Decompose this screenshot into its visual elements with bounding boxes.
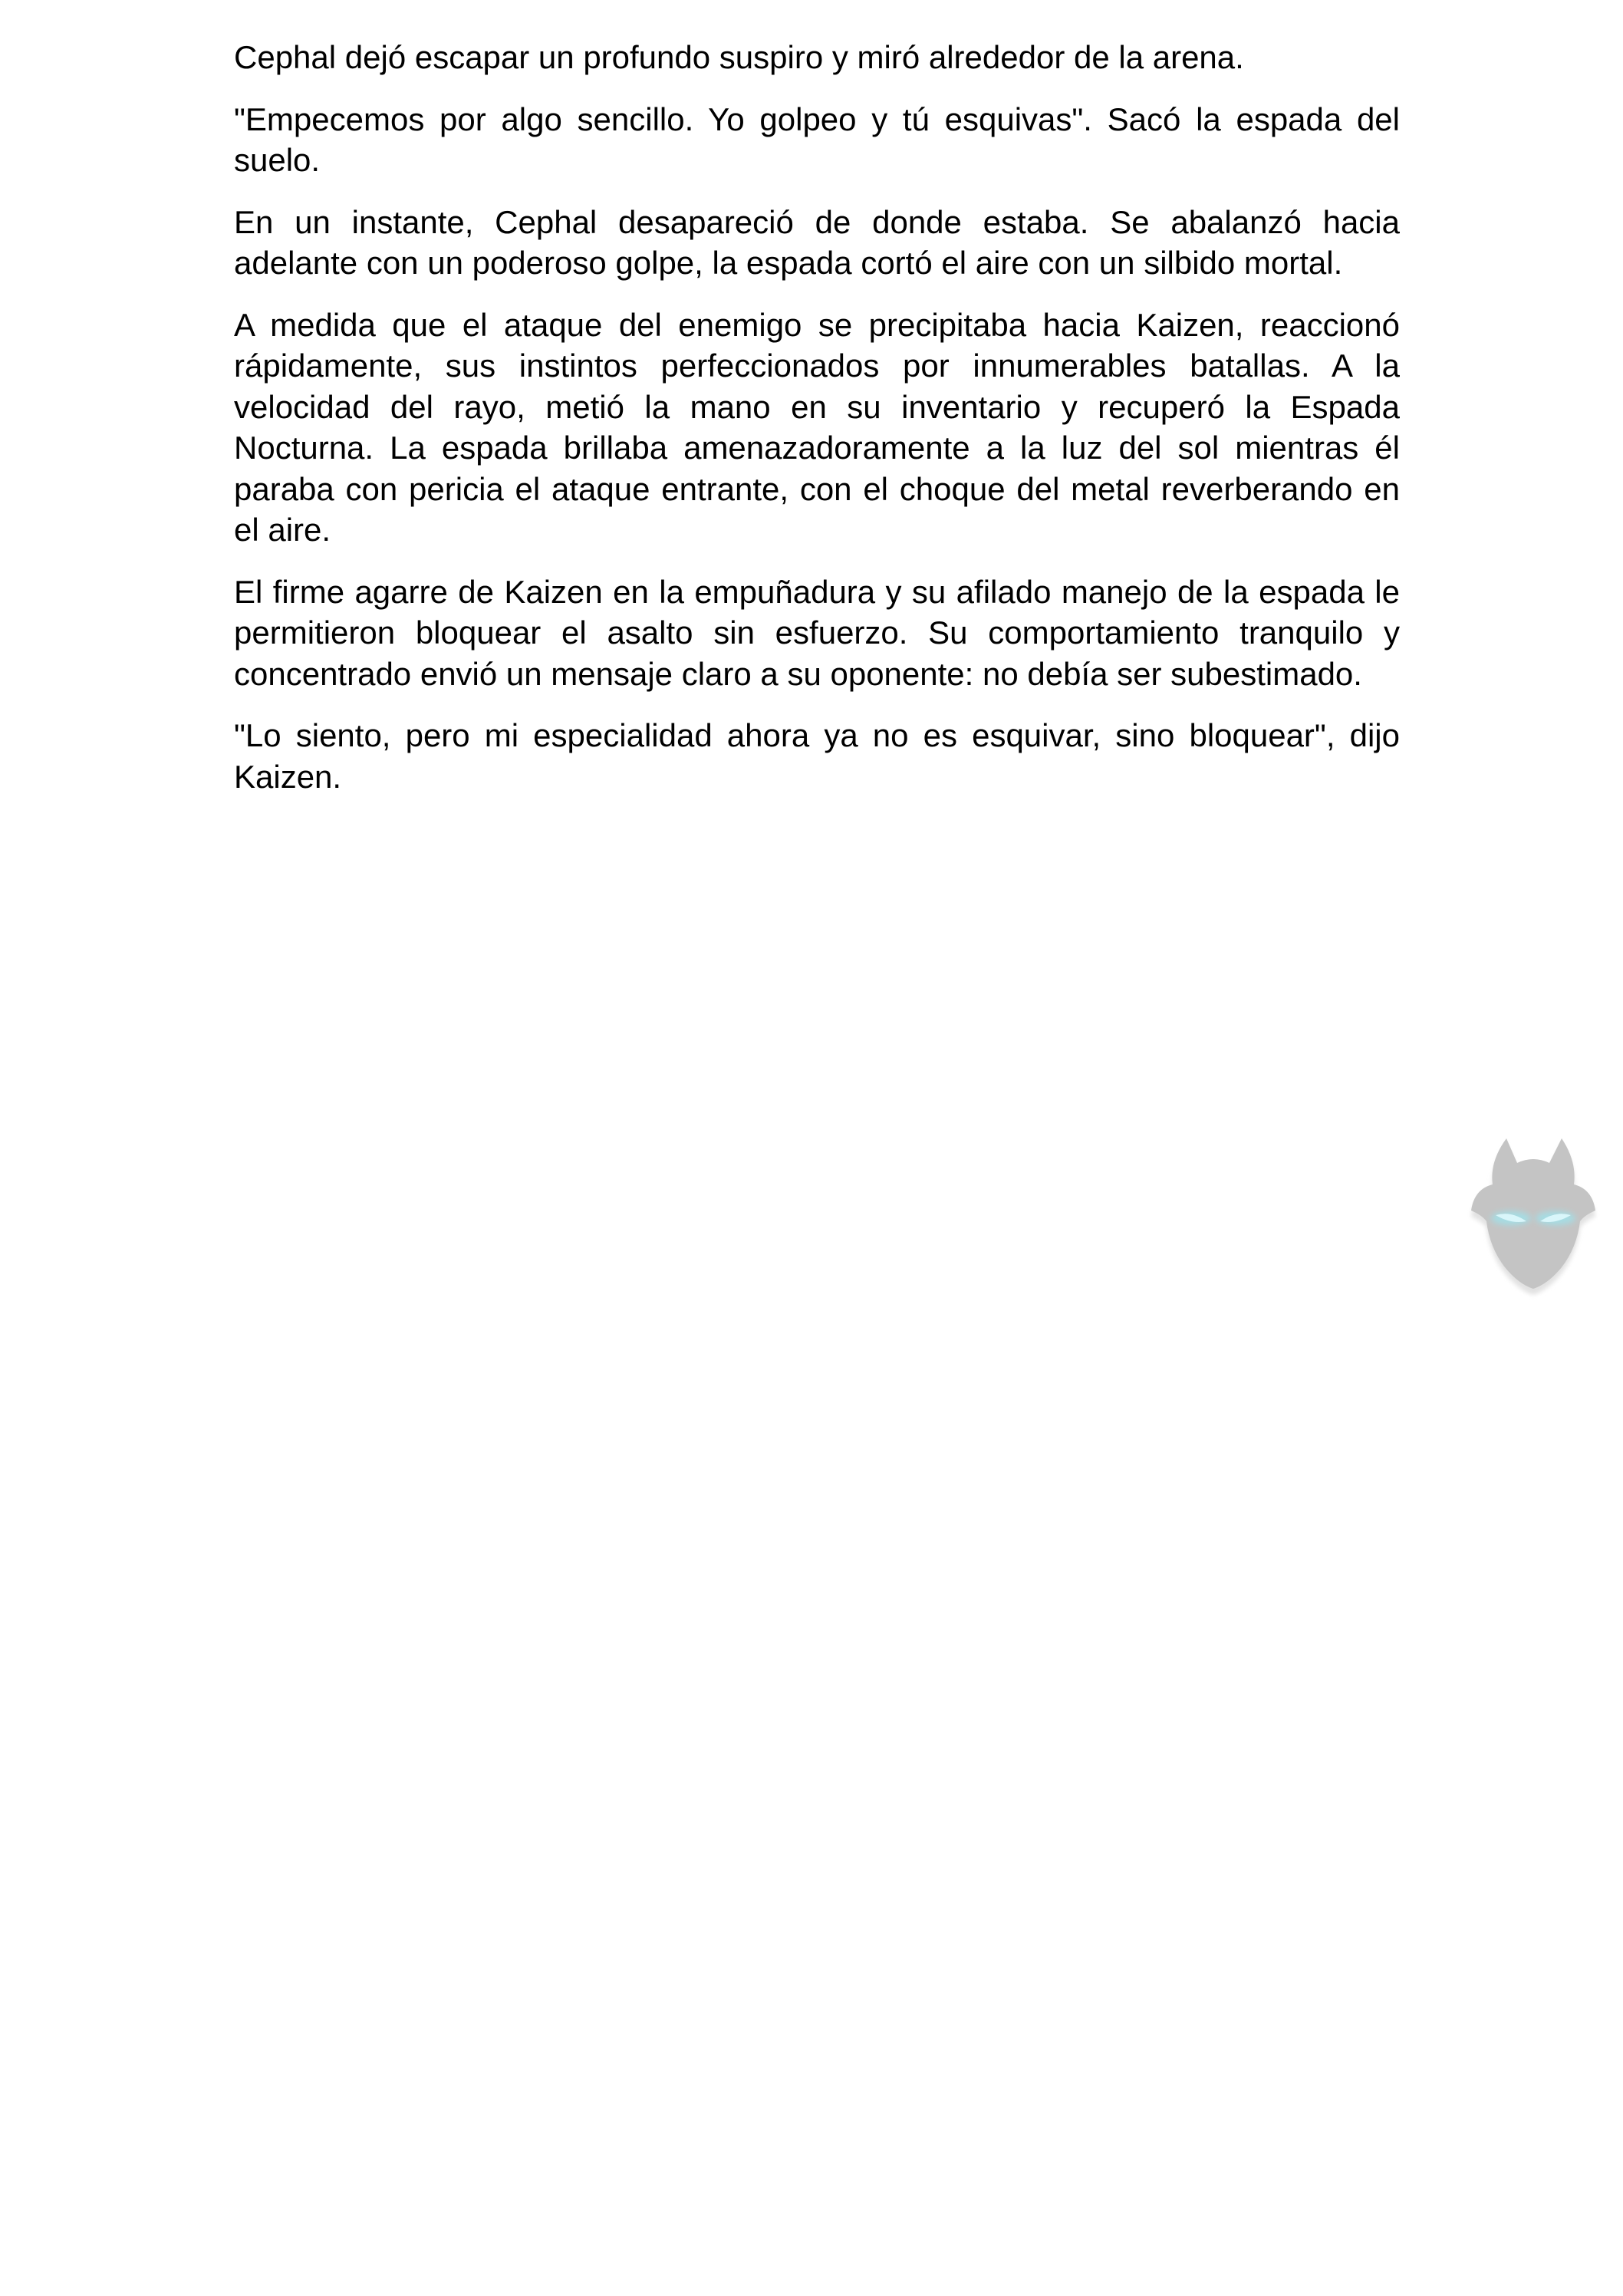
paragraph: En un instante, Cephal desapareció de donde estaba. Se abalanzó hacia adelante con un poderoso golpe, la espada cortó el aire con un silbido mortal. (234, 203, 1400, 281)
demon-head-watermark (1462, 1125, 1605, 1301)
body-text (234, 37, 1400, 818)
paragraph: Cephal dejó escapar un profundo suspiro y miró alrededor de la arena. (234, 39, 1244, 75)
paragraph: A medida que el ataque del enemigo se precipitaba hacia Kaizen, reaccionó rápidamente, sus instintos perfeccionados por innumerables batallas. A la velocidad del rayo, metió la mano en su inventario y recuperó la Espada Nocturna. La espada brillaba amenazadoramente a la luz del sol mientras él paraba con pericia el ataque entrante, con el choque del metal reverberando en el aire. (234, 306, 1400, 548)
paragraph: "Empecemos por algo sencillo. Yo golpeo y tú esquivas". Sacó la espada del suelo. (234, 100, 1400, 178)
paragraph: El firme agarre de Kaizen en la empuñadura y su afilado manejo de la espada le permitieron bloquear el asalto sin esfuerzo. Su comportamiento tranquilo y concentrado envió un mensaje claro a su oponente: no debía ser subestimado. (234, 573, 1400, 692)
paragraph: "Lo siento, pero mi especialidad ahora ya no es esquivar, sino bloquear", dijo Kaizen. (234, 717, 1400, 795)
demon-head-icon (1462, 1125, 1605, 1301)
